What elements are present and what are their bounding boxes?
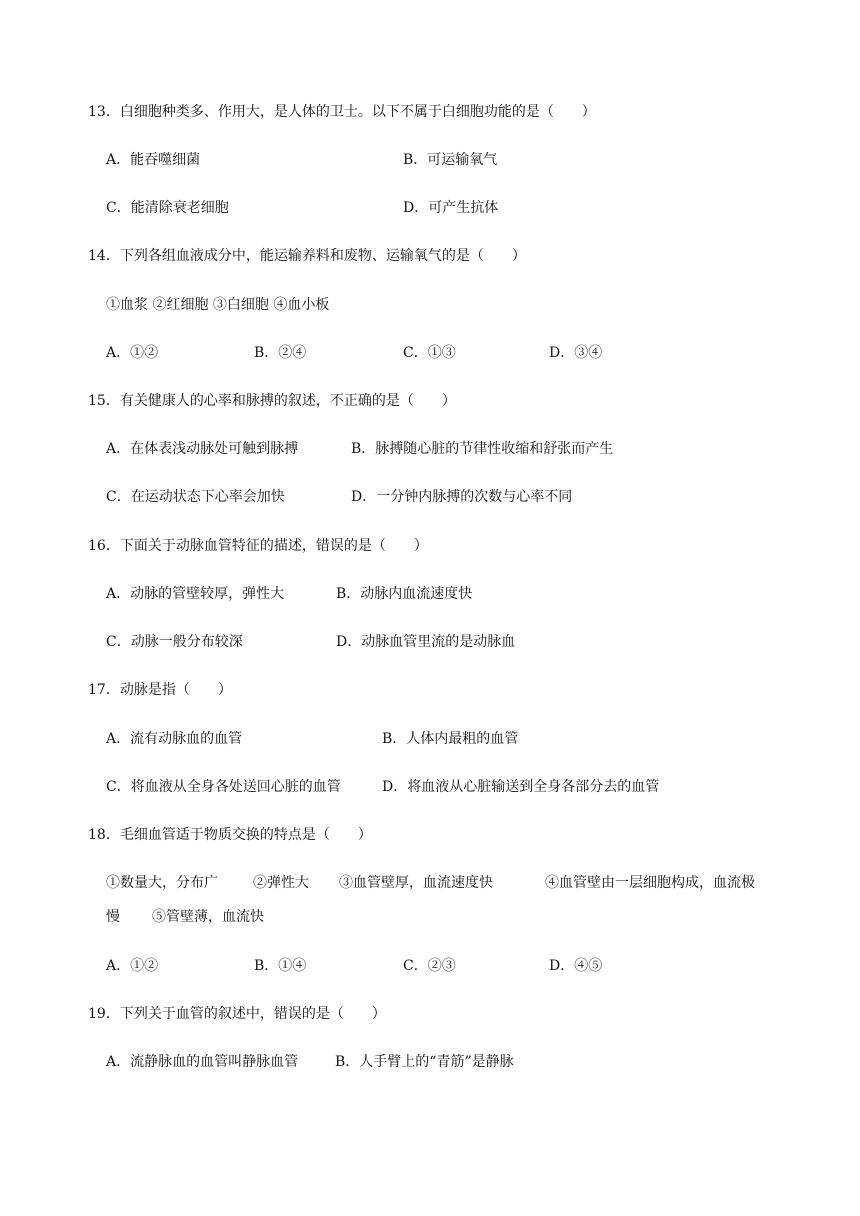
q18-item-4-continued: 慢	[106, 909, 120, 925]
question-18-stem: 18．毛细血管适于物质交换的特点是（ ）	[88, 827, 372, 843]
q18-option-c: C．②③	[403, 958, 456, 974]
q14-item-list: ①血浆 ②红细胞 ③白细胞 ④血小板	[106, 297, 330, 313]
q18-item-5: ⑤管壁薄，血流快	[152, 909, 264, 925]
q16-option-c: C．动脉一般分布较深	[106, 634, 243, 650]
q14-option-b: B．②④	[254, 345, 307, 361]
q13-option-b: B．可运输氧气	[403, 152, 498, 168]
q18-item-4: ④血管壁由一层细胞构成，血流极	[545, 875, 755, 891]
q19-option-a: A．流静脉血的血管叫静脉血管	[106, 1054, 299, 1070]
question-13-stem: 13．白细胞种类多、作用大，是人体的卫士。以下不属于白细胞功能的是（ ）	[88, 104, 596, 120]
q17-option-b: B．人体内最粗的血管	[382, 731, 519, 747]
q19-option-b: B．人手臂上的“青筋”是静脉	[335, 1054, 514, 1070]
q18-option-d: D．④⑤	[549, 958, 603, 974]
q18-option-b: B．①④	[254, 958, 307, 974]
q13-option-a: A．能吞噬细菌	[106, 152, 201, 168]
question-16-stem: 16．下面关于动脉血管特征的描述，错误的是（ ）	[88, 538, 428, 554]
q18-option-a: A．①②	[106, 958, 159, 974]
q14-option-d: D．③④	[549, 345, 603, 361]
question-19-stem: 19．下列关于血管的叙述中，错误的是（ ）	[88, 1006, 386, 1022]
q15-option-b: B．脉搏随心脏的节律性收缩和舒张而产生	[351, 441, 614, 457]
q18-item-2: ②弹性大	[253, 875, 309, 891]
q16-option-a: A．动脉的管壁较厚，弹性大	[106, 586, 285, 602]
q17-option-c: C．将血液从全身各处送回心脏的血管	[106, 779, 341, 795]
question-14-stem: 14．下列各组血液成分中，能运输养料和废物、运输氧气的是（ ）	[88, 248, 526, 264]
q14-option-c: C．①③	[403, 345, 456, 361]
q17-option-d: D．将血液从心脏输送到全身各部分去的血管	[382, 779, 660, 795]
q16-option-b: B．动脉内血流速度快	[336, 586, 473, 602]
q15-option-a: A．在体表浅动脉处可触到脉搏	[106, 441, 299, 457]
q13-option-d: D．可产生抗体	[403, 200, 499, 216]
q15-option-d: D．一分钟内脉搏的次数与心率不同	[351, 489, 573, 505]
q18-item-3: ③血管壁厚，血流速度快	[339, 875, 493, 891]
q15-option-c: C．在运动状态下心率会加快	[106, 489, 285, 505]
q18-item-1: ①数量大，分布广	[106, 875, 218, 891]
q17-option-a: A．流有动脉血的血管	[106, 731, 243, 747]
q16-option-d: D．动脉血管里流的是动脉血	[336, 634, 516, 650]
q13-option-c: C．能清除衰老细胞	[106, 200, 229, 216]
q14-option-a: A．①②	[106, 345, 159, 361]
question-17-stem: 17．动脉是指（ ）	[88, 682, 232, 698]
question-15-stem: 15．有关健康人的心率和脉搏的叙述，不正确的是（ ）	[88, 393, 456, 409]
